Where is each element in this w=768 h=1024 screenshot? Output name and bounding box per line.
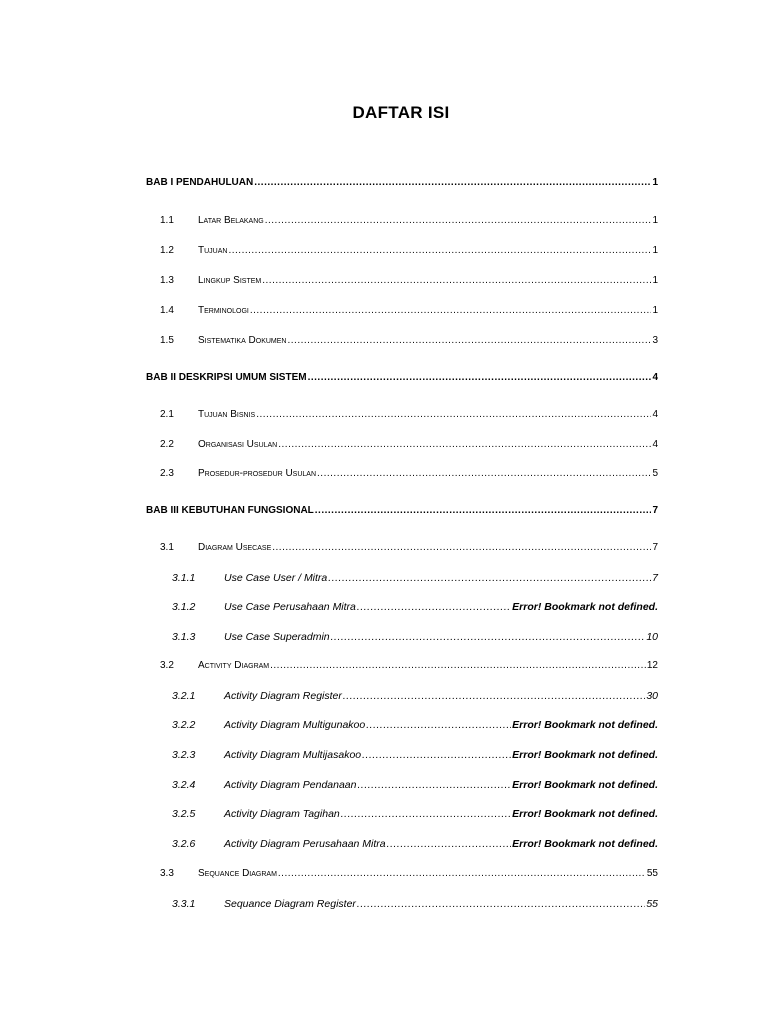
toc-dot-leader bbox=[250, 304, 652, 318]
toc-dot-leader bbox=[315, 504, 652, 518]
toc-entry-number: 3.2.3 bbox=[172, 749, 196, 761]
toc-entry[interactable] bbox=[172, 718, 658, 732]
toc-entry-label: BAB III KEBUTUHAN FUNGSIONAL bbox=[146, 505, 314, 516]
toc-entry-page: 4 bbox=[652, 372, 658, 383]
toc-entry[interactable] bbox=[172, 778, 658, 792]
toc-entry[interactable] bbox=[160, 274, 658, 288]
toc-entry[interactable] bbox=[146, 371, 658, 385]
toc-entry[interactable] bbox=[172, 807, 658, 821]
toc-entry[interactable] bbox=[160, 334, 658, 348]
toc-entry[interactable] bbox=[160, 541, 658, 555]
toc-entry-number: 3.2.2 bbox=[172, 719, 196, 731]
toc-entry-number: 3.3 bbox=[160, 868, 174, 879]
toc-entry-number: 3.2.6 bbox=[172, 838, 196, 850]
toc-entry-page: 4 bbox=[652, 409, 658, 420]
toc-entry-number: 1.4 bbox=[160, 305, 174, 316]
toc-dot-leader bbox=[387, 837, 511, 851]
toc-entry-page: 3 bbox=[652, 335, 658, 346]
toc-entry-number: 2.1 bbox=[160, 409, 174, 420]
toc-entry-label: Prosedur-prosedur Usulan bbox=[198, 468, 317, 479]
toc-entry-label: Tujuan Bisnis bbox=[198, 409, 256, 420]
toc-entry[interactable] bbox=[172, 748, 658, 762]
toc-entry-label: Use Case User / Mitra bbox=[224, 572, 328, 584]
toc-dot-leader bbox=[262, 274, 651, 288]
toc-entry-number: 3.1.1 bbox=[172, 572, 196, 584]
toc-entry-number: 3.2.4 bbox=[172, 779, 196, 791]
toc-entry[interactable] bbox=[160, 408, 658, 422]
toc-entry-label: Diagram Usecase bbox=[198, 542, 272, 553]
toc-entry-number: 1.1 bbox=[160, 215, 174, 226]
toc-dot-leader bbox=[254, 176, 651, 190]
toc-entry-page: 30 bbox=[646, 690, 658, 702]
toc-entry[interactable] bbox=[160, 659, 658, 673]
toc-entry-page: Error! Bookmark not defined. bbox=[512, 808, 658, 820]
toc-dot-leader bbox=[272, 541, 651, 555]
toc-entry-label: BAB I PENDAHULUAN bbox=[146, 177, 254, 188]
toc-entry-label: Activity Diagram Register bbox=[224, 690, 342, 702]
toc-entry-number: 3.1 bbox=[160, 542, 174, 553]
toc-entry[interactable] bbox=[172, 837, 658, 851]
toc-entry[interactable] bbox=[146, 504, 658, 518]
toc-entry-page: 5 bbox=[652, 468, 658, 479]
toc-entry[interactable] bbox=[172, 571, 658, 585]
toc-entry-label: Use Case Perusahaan Mitra bbox=[224, 601, 356, 613]
toc-entry-page: Error! Bookmark not defined. bbox=[512, 749, 658, 761]
toc-dot-leader bbox=[358, 778, 512, 792]
toc-entry-number: 3.1.3 bbox=[172, 631, 196, 643]
toc-dot-leader bbox=[362, 748, 511, 762]
toc-entry-label: Activity Diagram Pendanaan bbox=[224, 779, 357, 791]
toc-entry-page: 7 bbox=[652, 505, 658, 516]
toc-entry-page: 12 bbox=[646, 660, 658, 671]
toc-entry[interactable] bbox=[160, 214, 658, 228]
toc-entry-page: Error! Bookmark not defined. bbox=[512, 601, 658, 613]
toc-entry[interactable] bbox=[160, 304, 658, 318]
toc-entry-number: 1.3 bbox=[160, 275, 174, 286]
toc-dot-leader bbox=[357, 600, 511, 614]
toc-entry[interactable] bbox=[172, 600, 658, 614]
toc-dot-leader bbox=[265, 214, 652, 228]
toc-entry[interactable] bbox=[160, 438, 658, 452]
toc-entry-page: 1 bbox=[652, 177, 658, 188]
toc-dot-leader bbox=[278, 438, 651, 452]
toc-dot-leader bbox=[317, 467, 651, 481]
toc-entry[interactable] bbox=[160, 467, 658, 481]
toc-entry-page: 7 bbox=[652, 572, 658, 584]
toc-entry-number: 2.3 bbox=[160, 468, 174, 479]
toc-dot-leader bbox=[278, 867, 646, 881]
toc-dot-leader bbox=[288, 334, 652, 348]
toc-entry-number: 3.2 bbox=[160, 660, 174, 671]
toc-entry-page: 55 bbox=[646, 868, 658, 879]
toc-entry-label: Sequance Diagram Register bbox=[224, 898, 356, 910]
toc-entry-page: 4 bbox=[652, 439, 658, 450]
toc-entry-page: 1 bbox=[652, 215, 658, 226]
toc-dot-leader bbox=[357, 897, 645, 911]
toc-dot-leader bbox=[228, 244, 651, 258]
toc-entry-label: Activity Diagram bbox=[198, 660, 270, 671]
page-title: DAFTAR ISI bbox=[352, 103, 450, 122]
toc-dot-leader bbox=[343, 689, 645, 703]
toc-entry-label: Activity Diagram Multigunakoo bbox=[224, 719, 366, 731]
toc-entry-number: 3.1.2 bbox=[172, 601, 196, 613]
toc-entry-page: 1 bbox=[652, 275, 658, 286]
toc-entry-number: 3.3.1 bbox=[172, 898, 196, 910]
toc-entry-label: BAB II DESKRIPSI UMUM SISTEM bbox=[146, 372, 307, 383]
toc-entry-page: 10 bbox=[646, 631, 658, 643]
toc-entry-number: 1.5 bbox=[160, 335, 174, 346]
toc-entry-number: 3.2.5 bbox=[172, 808, 196, 820]
toc-entry-number: 1.2 bbox=[160, 245, 174, 256]
toc-entry[interactable] bbox=[160, 867, 658, 881]
toc-entry-label: Terminologi bbox=[198, 305, 249, 316]
toc-entry-page: Error! Bookmark not defined. bbox=[512, 838, 658, 850]
toc-dot-leader bbox=[308, 371, 652, 385]
toc-entry-label: Lingkup Sistem bbox=[198, 275, 262, 286]
toc-entry[interactable] bbox=[172, 897, 658, 911]
toc-dot-leader bbox=[256, 408, 651, 422]
toc-entry-label: Organisasi Usulan bbox=[198, 439, 278, 450]
toc-entry-label: Activity Diagram Multijasakoo bbox=[224, 749, 362, 761]
toc-dot-leader bbox=[331, 630, 646, 644]
toc-entry-label: Tujuan bbox=[198, 245, 228, 256]
toc-entry-page: 1 bbox=[652, 245, 658, 256]
toc-dot-leader bbox=[341, 807, 511, 821]
toc-dot-leader bbox=[270, 659, 646, 673]
toc-entry-page: 7 bbox=[652, 542, 658, 553]
toc-entry-page: 55 bbox=[646, 898, 658, 910]
toc-entry-label: Activity Diagram Perusahaan Mitra bbox=[224, 838, 386, 850]
toc-entry-label: Latar Belakang bbox=[198, 215, 264, 226]
toc-entry-page: Error! Bookmark not defined. bbox=[512, 719, 658, 731]
toc-entry-label: Sistematika Dokumen bbox=[198, 335, 287, 346]
toc-entry-label: Sequance Diagram bbox=[198, 868, 277, 879]
toc-entry[interactable] bbox=[172, 689, 658, 703]
toc-entry-label: Use Case Superadmin bbox=[224, 631, 330, 643]
toc-dot-leader bbox=[366, 718, 511, 732]
toc-entry-number: 3.2.1 bbox=[172, 690, 196, 702]
toc-entry[interactable] bbox=[146, 176, 658, 190]
toc-entry[interactable] bbox=[160, 244, 658, 258]
toc-entry-number: 2.2 bbox=[160, 439, 174, 450]
toc-entry-page: Error! Bookmark not defined. bbox=[512, 779, 658, 791]
toc-dot-leader bbox=[328, 571, 651, 585]
toc-entry[interactable] bbox=[172, 630, 658, 644]
toc-entry-label: Activity Diagram Tagihan bbox=[224, 808, 340, 820]
toc-entry-page: 1 bbox=[652, 305, 658, 316]
